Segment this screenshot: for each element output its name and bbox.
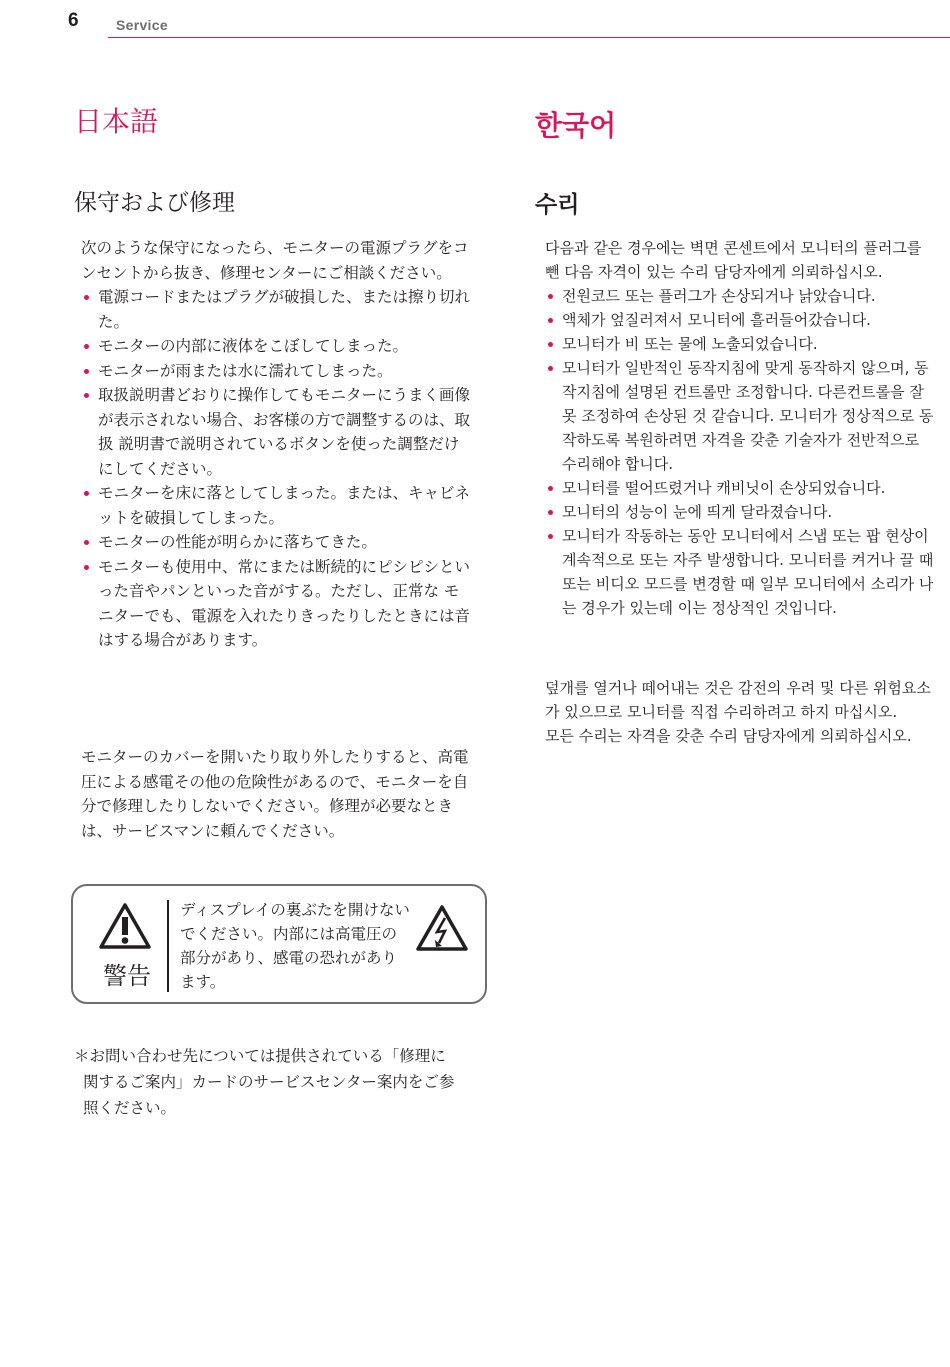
list-item: 取扱説明書どおりに操作してもモニターにうまく画像が表示されない場合、お客様の方で調整するのは、取扱 説明書で説明されているボタンを使った調整だけにしてください。 xyxy=(81,383,473,481)
korean-title: 한국어 xyxy=(535,109,617,142)
cover-warning-text: 덮개를 열거나 떼어내는 것은 감전의 우려 및 다른 위험요소가 있으므로 모니터를 직접 수리하려고 하지 마십시오. xyxy=(545,679,931,721)
cover-warning-text: モニターのカバーを開いたり取り外したりすると、高電圧による感電その他の危険性があるので、モニターを自分で修理したりしないでください。修理が必要なときは、サービスマンに頼んでください。 xyxy=(81,748,469,840)
footnote-line: 照ください。 xyxy=(83,1099,177,1117)
korean-subtitle: 수리 xyxy=(535,192,580,218)
footnote-line: 関するご案内」カードのサービスセンター案内をご参 xyxy=(83,1073,455,1091)
japanese-title: 日本語 xyxy=(74,105,159,138)
japanese-intro: 次のような保守になったら、モニターの電源プラグをコンセントから抜き、修理センターにご相談ください。 xyxy=(81,239,469,282)
warning-divider xyxy=(167,900,169,992)
warning-text: ディスプレイの裏ぶたを開けないでください。内部には高電圧の部分があり、感電の恐れがあります。 xyxy=(180,901,410,991)
list-item: モニターを床に落としてしまった。または、キャビネットを破損してしまった。 xyxy=(81,481,473,530)
page-header xyxy=(0,0,950,40)
japanese-body xyxy=(81,236,473,653)
korean-list xyxy=(545,284,935,620)
electric-shock-icon xyxy=(416,904,468,952)
korean-cover-warning xyxy=(545,676,935,748)
list-item: 액체가 엎질러져서 모니터에 흘러들어갔습니다. xyxy=(545,308,935,332)
warning-label: 警告 xyxy=(103,962,151,990)
list-item: 모니터의 성능이 눈에 띄게 달라졌습니다. xyxy=(545,500,935,524)
japanese-cover-warning xyxy=(81,745,473,843)
footnote xyxy=(74,1043,494,1121)
list-item: 모니터가 비 또는 물에 노출되었습니다. xyxy=(545,332,935,356)
page-number: 6 xyxy=(68,10,79,31)
list-item: 전원코드 또는 플러그가 손상되거나 낡았습니다. xyxy=(545,284,935,308)
list-item: 電源コードまたはプラグが破損した、または擦り切れた。 xyxy=(81,285,473,334)
list-item: モニターの内部に液体をこぼしてしまった。 xyxy=(81,334,473,359)
korean-intro: 다음과 같은 경우에는 벽면 콘센트에서 모니터의 플러그를 뺀 다음 자격이 있는 수리 담당자에게 의뢰하십시오. xyxy=(545,239,922,281)
qualified-service-text: 모든 수리는 자격을 갖춘 수리 담당자에게 의뢰하십시오. xyxy=(545,727,912,745)
list-item: モニターが雨または水に濡れてしまった。 xyxy=(81,359,473,384)
japanese-subtitle: 保守および修理 xyxy=(74,190,235,216)
header-rule xyxy=(108,37,950,38)
list-item: 모니터가 일반적인 동작지침에 맞게 동작하지 않으며, 동작지침에 설명된 컨트롤만 조정합니다. 다른컨트롤을 잘못 조정하여 손상된 것 같습니다. 모니터가 정상적으로 동작하도록 복원하려면 자격을 갖춘 기술자가 전반적으로 수리해야 합니다. xyxy=(545,356,935,476)
warning-box xyxy=(71,884,487,1004)
japanese-list xyxy=(81,285,473,653)
list-item: モニターも使用中、常にまたは断続的にピシピシといった音やパンといった音がする。ただし、正常な モニターでも、電源を入れたりきったりしたときには音はする場合があります。 xyxy=(81,555,473,653)
section-label: Service xyxy=(116,17,168,33)
korean-body xyxy=(545,236,935,620)
warning-triangle-icon xyxy=(99,902,151,950)
list-item: 모니터를 떨어뜨렸거나 캐비닛이 손상되었습니다. xyxy=(545,476,935,500)
footnote-line: ＊お問い合わせ先については提供されている「修理に xyxy=(74,1047,446,1065)
list-item: 모니터가 작동하는 동안 모니터에서 스냅 또는 팝 현상이 계속적으로 또는 자주 발생합니다. 모니터를 켜거나 끌 때 또는 비디오 모드를 변경할 때 일부 모니터에서 소리가 나는 경우가 있는데 이는 정상적인 것입니다. xyxy=(545,524,935,620)
list-item: モニターの性能が明らかに落ちてきた。 xyxy=(81,530,473,555)
